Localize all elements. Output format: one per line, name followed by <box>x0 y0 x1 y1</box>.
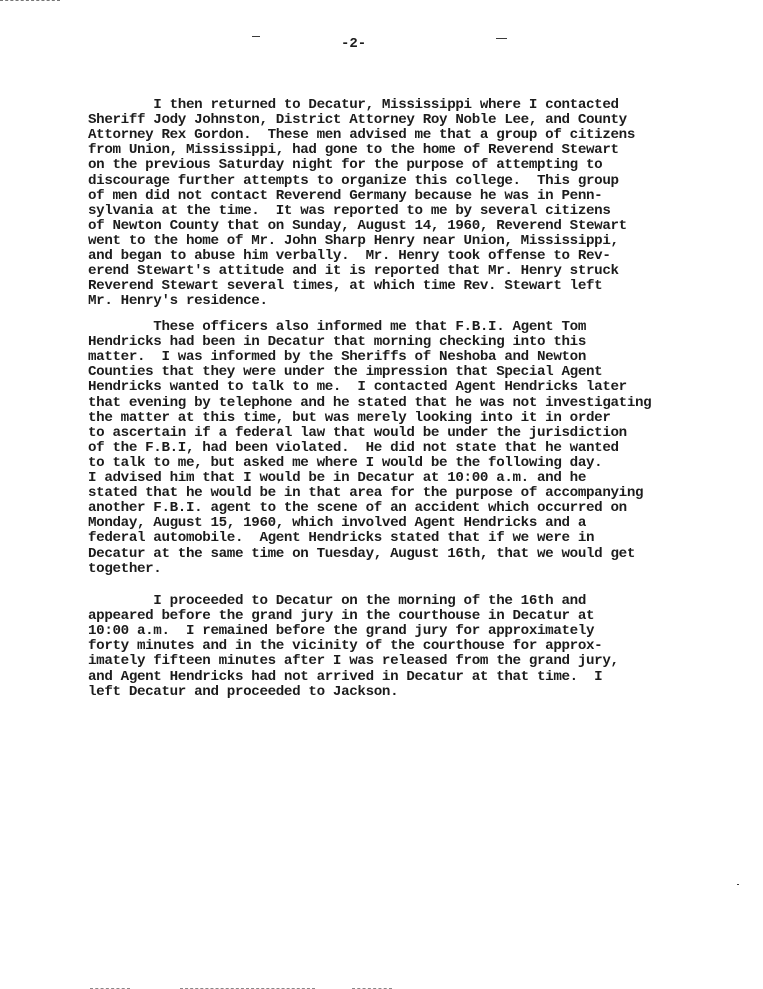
text-line: another F.B.I. agent to the scene of an accident which occurred on <box>88 500 627 517</box>
page-number: -2- <box>341 36 367 52</box>
text-line: and began to abuse him verbally. Mr. Henry took offense to Rev- <box>88 248 611 264</box>
text-line: that evening by telephone and he stated that he was not investigating <box>88 394 652 411</box>
scan-mark <box>252 36 260 37</box>
text-line: imately fifteen minutes after I was released from the grand jury, <box>88 653 619 670</box>
text-line: erend Stewart's attitude and it is reported that Mr. Henry struck <box>88 263 619 280</box>
text-line: I proceeded to Decatur on the morning of the 16th and <box>88 593 586 609</box>
text-line: appeared before the grand jury in the courthouse in Decatur at <box>88 608 595 625</box>
text-line: and Agent Hendricks had not arrived in Decatur at that time. I <box>88 668 603 685</box>
text-line: Hendricks wanted to talk to me. I contacted Agent Hendricks later <box>88 379 627 396</box>
top-left-perforation <box>0 0 60 2</box>
text-line: from Union, Mississippi, had gone to the home of Reverend Stewart <box>88 142 619 159</box>
text-line: forty minutes and in the vicinity of the courthouse for approx- <box>88 638 603 655</box>
text-line: Mr. Henry's residence. <box>88 293 268 310</box>
text-line: Decatur at the same time on Tuesday, August 16th, that we would get <box>88 545 635 562</box>
text-line: matter. I was informed by the Sheriffs of Neshoba and Newton <box>88 349 586 366</box>
text-line: These officers also informed me that F.B.I. Agent Tom <box>88 319 586 335</box>
text-line: I then returned to Decatur, Mississippi where I contacted <box>88 97 619 113</box>
text-line: federal automobile. Agent Hendricks stated that if we were in <box>88 530 595 547</box>
text-line: 10:00 a.m. I remained before the grand jury for approximately <box>88 623 595 640</box>
text-line: Counties that they were under the impression that Special Agent <box>88 364 603 381</box>
scan-mark <box>737 884 739 885</box>
text-line: Monday, August 15, 1960, which involved Agent Hendricks and a <box>88 515 586 532</box>
text-line: left Decatur and proceeded to Jackson. <box>88 683 399 700</box>
text-line: Reverend Stewart several times, at which time Rev. Stewart left <box>88 278 603 295</box>
text-line: the matter at this time, but was merely looking into it in order <box>88 409 611 426</box>
text-line: discourage further attempts to organize this college. This group <box>88 172 619 189</box>
text-line: sylvania at the time. It was reported to me by several citizens <box>88 202 611 219</box>
text-line: Attorney Rex Gordon. These men advised me that a group of citizens <box>88 127 635 144</box>
text-line: stated that he would be in that area for the purpose of accompanying <box>88 485 644 502</box>
text-line: together. <box>88 560 162 577</box>
text-line: I advised him that I would be in Decatur at 10:00 a.m. and he <box>88 470 586 486</box>
text-line: of Newton County that on Sunday, August 14, 1960, Reverend Stewart <box>88 217 627 234</box>
text-line: Sheriff Jody Johnston, District Attorney Roy Noble Lee, and County <box>88 112 627 129</box>
text-line: went to the home of Mr. John Sharp Henry near Union, Mississippi, <box>88 232 619 249</box>
text-line: Hendricks had been in Decatur that morning checking into this <box>88 334 586 351</box>
text-line: to ascertain if a federal law that would be under the jurisdiction <box>88 424 627 441</box>
text-line: on the previous Saturday night for the purpose of attempting to <box>88 157 603 174</box>
text-line: of men did not contact Reverend Germany because he was in Penn- <box>88 187 603 204</box>
text-line: to talk to me, but asked me where I would be the following day. <box>88 454 603 471</box>
text-line: of the F.B.I, had been violated. He did not state that he wanted <box>88 439 619 456</box>
scan-mark <box>496 38 507 39</box>
